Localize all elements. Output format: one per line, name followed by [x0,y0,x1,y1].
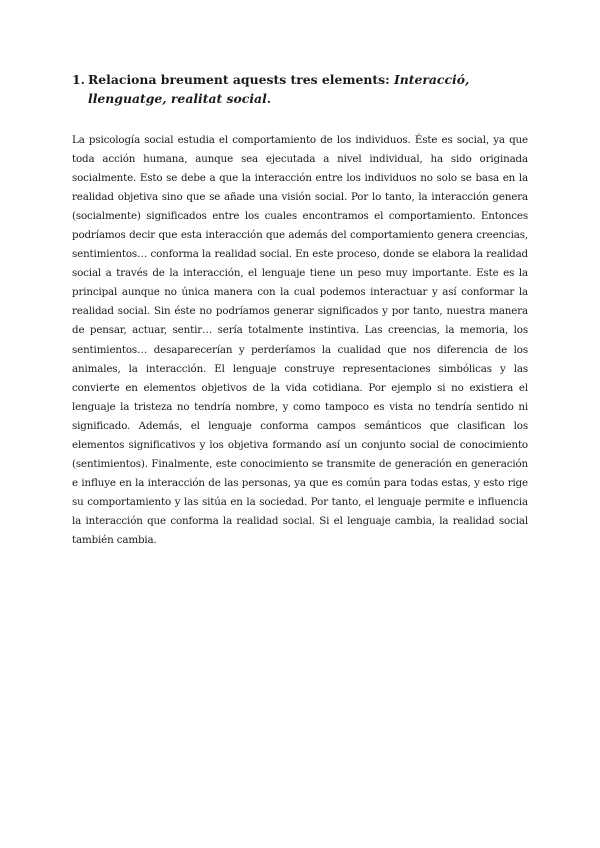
question-emphasis: Interacció, llenguatge, realitat social [88,72,470,106]
question-number: 1. [72,72,85,87]
question-trail: . [266,91,272,106]
question-lead: Relaciona breument aquests tres elements: [88,72,394,87]
question-heading [72,70,532,108]
question-text [88,70,532,108]
answer-paragraph: La psicología social estudia el comportamiento de los individuos. Éste es social, ya que toda acción humana, aunque sea ejecutada a nivel individual, ha sido originada socialmente. Esto se debe a que la interacción entre los individuos no solo se basa en la realidad objetiva sino que se añade una visión social. Por lo tanto, la interacción genera (socialmente) significados entre los cuales encontramos el comportamiento. Entonces podríamos decir que esta interacción que además del comportamiento genera creencias, sentimientos… conforma la realidad social. En este proceso, donde se elabora la realidad social a través de la interacción, el lenguaje tiene un peso muy importante. Este es la principal aunque no única manera con la cual podemos interactuar y así conformar la realidad social. Sin éste no podríamos generar significados y por tanto, nuestra manera de pensar, actuar, sentir… sería totalmente instintiva. Las creencias, la memoria, los sentimientos… desaparecerían y perderíamos la cualidad que nos diferencia de los animales, la interacción. El lenguaje construye representaciones simbólicas y las convierte en elementos objetivos de la vida cotidiana. Por ejemplo si no existiera el lenguaje la tristeza no tendría nombre, y como tampoco es vista no tendría sentido ni significado. Además, el lenguaje conforma campos semánticos que clasifican los elementos significativos y los objetiva formando así un conjunto social de conocimiento (sentimientos). Finalmente, este conocimiento se transmite de generación en generación e influye en la interacción de las personas, ya que es común para todas estas, y esto rige su comportamiento y las sitúa en la sociedad. Por tanto, el lenguaje permite e influencia la interacción que conforma la realidad social. Si el lenguaje cambia, la realidad social también cambia. [72,134,528,546]
